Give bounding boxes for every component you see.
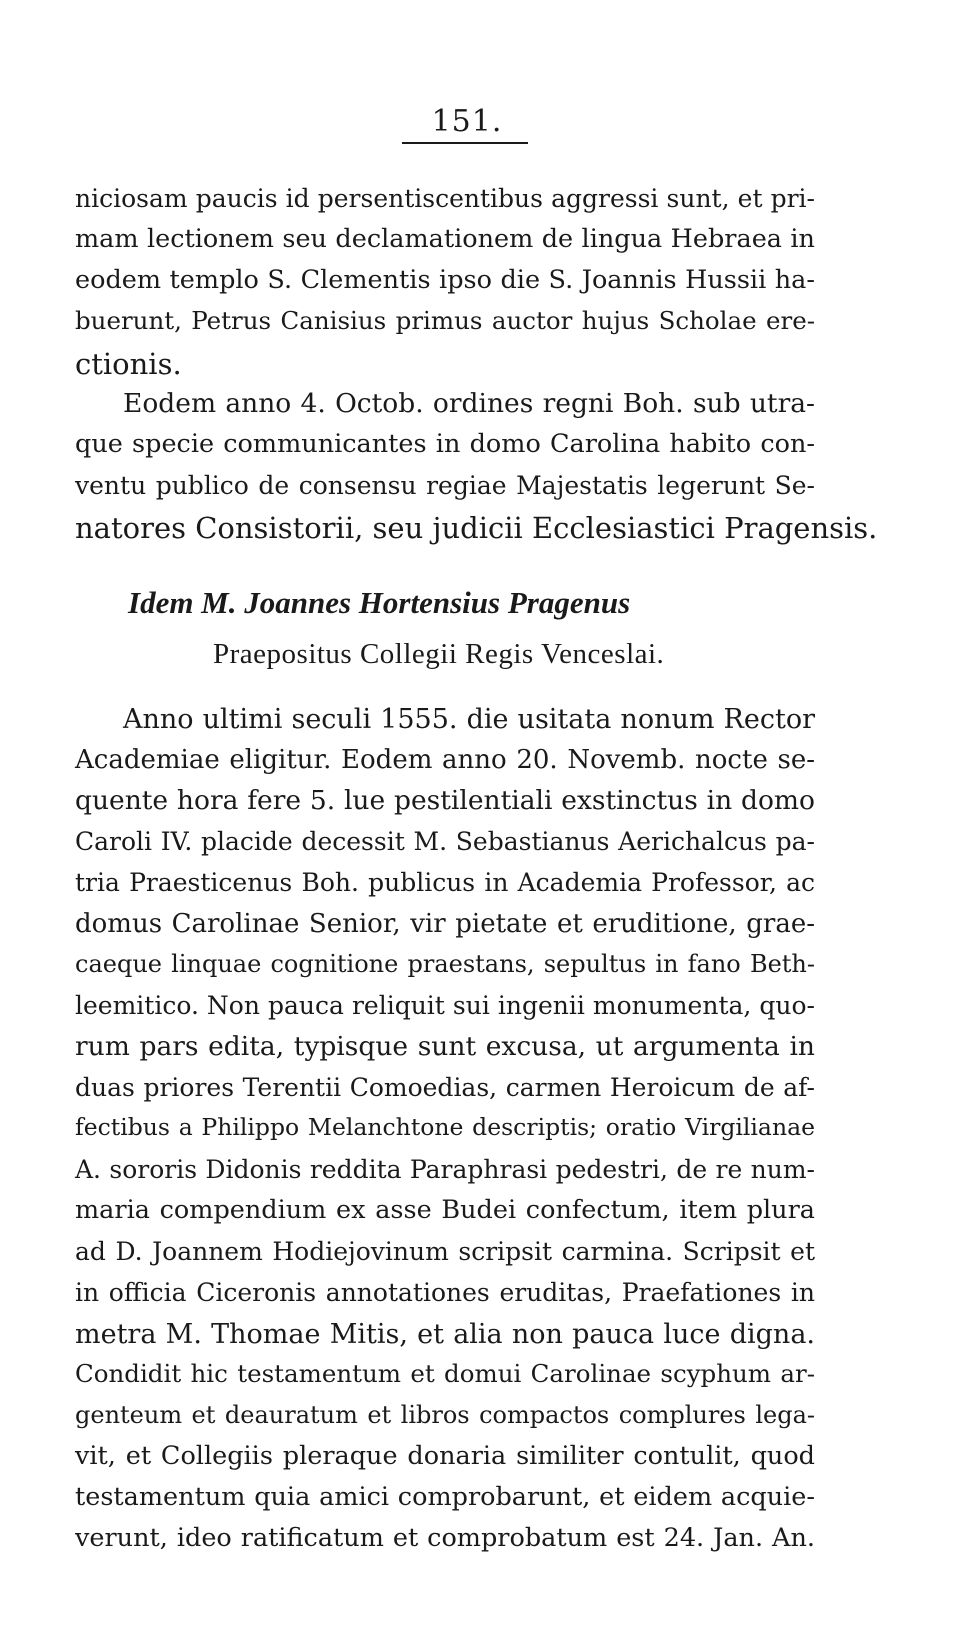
text-line: caeque linquae cognitione praestans, sepultus in fano Beth- bbox=[75, 950, 815, 978]
section-subheading: Praepositus Collegii Regis Venceslai. bbox=[213, 638, 665, 670]
text-line: leemitico. Non pauca reliquit sui ingenii monumenta, quo- bbox=[75, 991, 815, 1020]
text-line: ventu publico de consensu regiae Majestatis legerunt Se- bbox=[75, 471, 815, 500]
text-line: verunt, ideo ratificatum et comprobatum est 24. Jan. An. bbox=[75, 1523, 815, 1553]
text-line: eodem templo S. Clementis ipso die S. Joannis Hussii ha- bbox=[75, 265, 815, 295]
text-line: mam lectionem seu declamationem de lingua Hebraea in bbox=[75, 224, 815, 254]
text-line: quente hora fere 5. lue pestilentiali exstinctus in domo bbox=[75, 785, 815, 816]
page-number: 151. bbox=[431, 104, 503, 139]
text-line: testamentum quia amici comprobarunt, et eidem acquie- bbox=[75, 1482, 815, 1512]
section-heading: Idem M. Joannes Hortensius Pragenus bbox=[128, 585, 631, 620]
text-line: Eodem anno 4. Octob. ordines regni Boh. sub utra- bbox=[123, 388, 815, 419]
text-line: Condidit hic testamentum et domui Carolinae scyphum ar- bbox=[75, 1359, 815, 1388]
text-line: genteum et deauratum et libros compactos complures lega- bbox=[75, 1401, 815, 1429]
text-line: domus Carolinae Senior, vir pietate et eruditione, grae- bbox=[75, 909, 815, 939]
text-line: niciosam paucis id persentiscentibus aggressi sunt, et pri- bbox=[75, 184, 815, 213]
text-line: que specie communicantes in domo Carolina habito con- bbox=[75, 429, 815, 459]
text-line: Caroli IV. placide decessit M. Sebastianus Aerichalcus pa- bbox=[75, 827, 815, 856]
text-line: maria compendium ex asse Budei confectum, item plura bbox=[75, 1195, 815, 1225]
text-line: vit, et Collegiis pleraque donaria similiter contulit, quod bbox=[75, 1441, 815, 1471]
text-line: fectibus a Philippo Melanchtone descriptis; oratio Virgilianae bbox=[75, 1113, 815, 1141]
text-line: natores Consistorii, seu judicii Ecclesiastici Pragensis. bbox=[75, 511, 878, 545]
page-number-rule bbox=[402, 142, 528, 144]
text-line: duas priores Terentii Comoedias, carmen Heroicum de af- bbox=[75, 1073, 815, 1102]
text-line: tria Praesticenus Boh. publicus in Academia Professor, ac bbox=[75, 868, 815, 897]
text-line: rum pars edita, typisque sunt excusa, ut argumenta in bbox=[75, 1031, 815, 1062]
text-line: Academiae eligitur. Eodem anno 20. Novemb. nocte se- bbox=[75, 745, 815, 775]
text-line: in officia Ciceronis annotationes eruditas, Praefationes in bbox=[75, 1278, 815, 1307]
text-line: ctionis. bbox=[75, 347, 182, 381]
text-line: ad D. Joannem Hodiejovinum scripsit carmina. Scripsit et bbox=[75, 1237, 815, 1266]
text-line: Anno ultimi seculi 1555. die usitata nonum Rector bbox=[123, 704, 815, 735]
text-line: A. sororis Didonis reddita Paraphrasi pedestri, de re num- bbox=[75, 1155, 815, 1184]
text-line: buerunt, Petrus Canisius primus auctor hujus Scholae ere- bbox=[75, 306, 815, 335]
text-line: metra M. Thomae Mitis, et alia non pauca luce digna. bbox=[75, 1319, 815, 1350]
